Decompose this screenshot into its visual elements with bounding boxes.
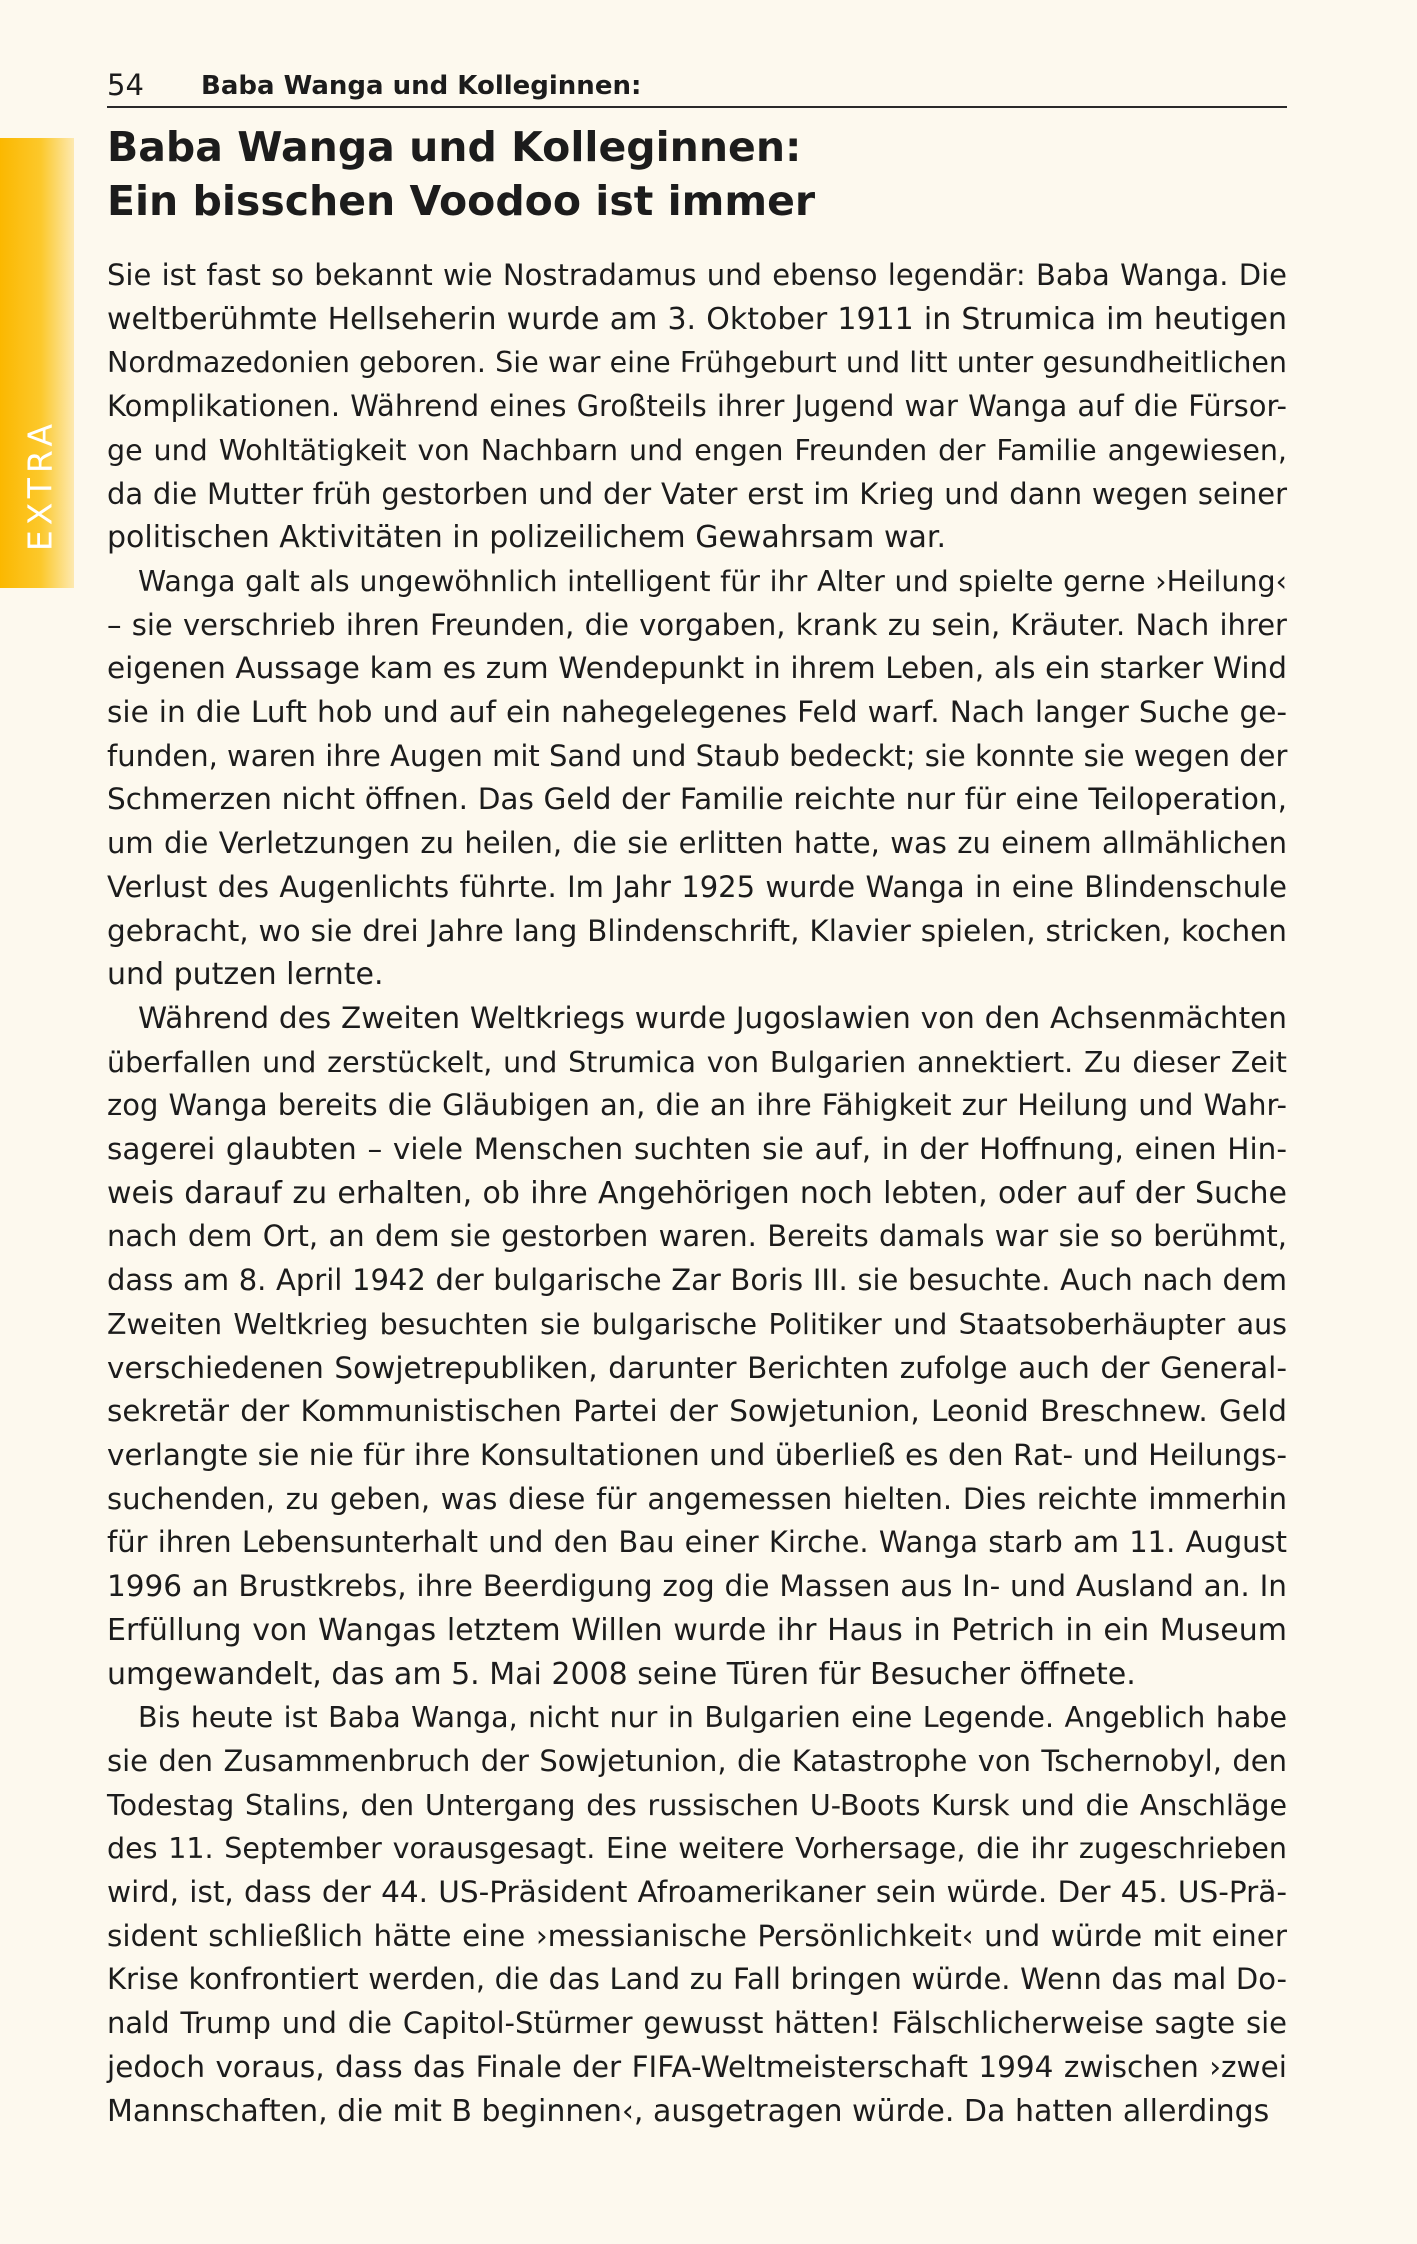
text-line: weis darauf zu erhalten, ob ihre Angehörigen noch lebten, oder auf der Suche [107, 1175, 1287, 1211]
running-title: Baba Wanga und Kolleginnen: [201, 71, 642, 101]
text-line: sagerei glaubten – viele Menschen suchten sie auf, in der Hoffnung, einen Hin- [107, 1132, 1287, 1167]
text-line: gebracht, wo sie drei Jahre lang Blindenschrift, Klavier spielen, stricken, kochen [107, 913, 1287, 948]
text-line: Mannschaften, die mit B beginnen‹, ausgetragen würde. Da hatten allerdings [107, 2093, 1270, 2129]
text-line: – sie verschrieb ihren Freunden, die vorgaben, krank zu sein, Kräuter. Nach ihrer [107, 607, 1287, 642]
text-line: um die Verletzungen zu heilen, die sie erlitten hatte, was zu einem allmählichen [107, 826, 1287, 861]
text-line: Schmerzen nicht öffnen. Das Geld der Familie reichte nur für eine Teiloperation, [107, 782, 1287, 817]
article-title-line-1: Baba Wanga und Kolleginnen: [107, 123, 802, 171]
text-line: Bis heute ist Baba Wanga, nicht nur in Bulgarien eine Legende. Angeblich habe [138, 1701, 1287, 1735]
paragraph-1 [107, 254, 1287, 560]
text-line: verschiedenen Sowjetrepubliken, darunter Berichten zufolge auch der General- [107, 1350, 1287, 1385]
text-line: Nordmazedonien geboren. Sie war eine Frühgeburt und litt unter gesundheitlichen [107, 346, 1287, 380]
text-line: nach dem Ort, an dem sie gestorben waren. Bereits damals war sie so berühmt, [107, 1219, 1287, 1254]
text-line: Komplikationen. Während eines Großteils ihrer Jugend war Wanga auf die Fürsor- [107, 389, 1287, 424]
text-line: dass am 8. April 1942 der bulgarische Zar Boris III. sie besuchte. Auch nach dem [107, 1263, 1287, 1298]
text-line: sident schließlich hätte eine ›messianische Persönlichkeit‹ und würde mit einer [107, 1918, 1287, 1953]
text-line: für ihren Lebensunterhalt und den Bau einer Kirche. Wanga starb am 11. August [107, 1525, 1287, 1560]
text-line: da die Mutter früh gestorben und der Vater erst im Krieg und dann wegen seiner [107, 476, 1287, 511]
text-line: Verlust des Augenlichts führte. Im Jahr 1925 wurde Wanga in eine Blindenschule [107, 869, 1287, 904]
text-line: nald Trump und die Capitol-Stürmer gewusst hätten! Fälschlicherweise sagte sie [107, 2006, 1287, 2041]
text-line: überfallen und zerstückelt, und Strumica von Bulgarien annektiert. Zu dieser Zeit [107, 1045, 1287, 1079]
text-line: wird, ist, dass der 44. US-Präsident Afroamerikaner sein würde. Der 45. US-Prä- [107, 1875, 1287, 1910]
article-title-line-2: Ein bisschen Voodoo ist immer [107, 177, 816, 225]
paragraph-4 [107, 1696, 1287, 2133]
text-line: Sie ist fast so bekannt wie Nostradamus und ebenso legendär: Baba Wanga. Die [107, 258, 1287, 292]
text-line: ge und Wohltätigkeit von Nachbarn und engen Freunden der Familie angewiesen, [107, 433, 1287, 467]
text-line: verlangte sie nie für ihre Konsultationen und überließ es den Rat- und Heilungs- [107, 1437, 1287, 1472]
text-line: sie den Zusammenbruch der Sowjetunion, die Katastrophe von Tschernobyl, den [107, 1743, 1287, 1778]
running-header [107, 64, 1287, 108]
text-line: sekretär der Kommunistischen Partei der Sowjetunion, Leonid Breschnew. Geld [107, 1394, 1287, 1429]
text-line: politischen Aktivitäten in polizeilichem Gewahrsam war. [107, 520, 946, 556]
paragraph-3 [107, 997, 1287, 1696]
article-body [107, 254, 1287, 2133]
text-line: weltberühmte Hellseherin wurde am 3. Oktober 1911 in Strumica im heutigen [107, 301, 1287, 337]
text-line: und putzen lernte. [107, 957, 384, 993]
text-line: Wanga galt als ungewöhnlich intelligent für ihr Alter und spielte gerne ›Heilung‹ [138, 564, 1287, 598]
text-line: Erfüllung von Wangas letztem Willen wurde ihr Haus in Petrich in ein Museum [107, 1612, 1287, 1648]
article-title [107, 120, 1287, 228]
text-line: jedoch voraus, dass das Finale der FIFA-Weltmeisterschaft 1994 zwischen ›zwei [107, 2049, 1287, 2084]
page-number: 54 [107, 68, 144, 102]
text-line: suchenden, zu geben, was diese für angemessen hielten. Dies reichte immerhin [107, 1481, 1287, 1516]
text-line: funden, waren ihre Augen mit Sand und Staub bedeckt; sie konnte sie wegen der [107, 738, 1288, 773]
text-line: sie in die Luft hob und auf ein nahegelegenes Feld warf. Nach langer Suche ge- [107, 695, 1287, 730]
text-line: 1996 an Brustkrebs, ihre Beerdigung zog die Massen aus In- und Ausland an. In [107, 1569, 1287, 1604]
text-line: Krise konfrontiert werden, die das Land zu Fall bringen würde. Wenn das mal Do- [107, 1962, 1287, 1997]
text-line: umgewandelt, das am 5. Mai 2008 seine Türen für Besucher öffnete. [107, 1656, 1136, 1692]
extra-section-label: EXTRA [20, 418, 60, 552]
text-line: Todestag Stalins, den Untergang des russischen U-Boots Kursk und die Anschläge [107, 1788, 1287, 1822]
text-line: zog Wanga bereits die Gläubigen an, die an ihre Fähigkeit zur Heilung und Wahr- [107, 1088, 1287, 1123]
text-line: des 11. September vorausgesagt. Eine weitere Vorhersage, die ihr zugeschrieben [107, 1832, 1287, 1866]
text-line: Zweiten Weltkrieg besuchten sie bulgarische Politiker und Staatsoberhäupter aus [107, 1307, 1287, 1341]
text-line: eigenen Aussage kam es zum Wendepunkt in ihrem Leben, als ein starker Wind [107, 651, 1287, 686]
text-line: Während des Zweiten Weltkriegs wurde Jugoslawien von den Achsenmächten [138, 1000, 1287, 1035]
paragraph-2 [107, 560, 1287, 997]
